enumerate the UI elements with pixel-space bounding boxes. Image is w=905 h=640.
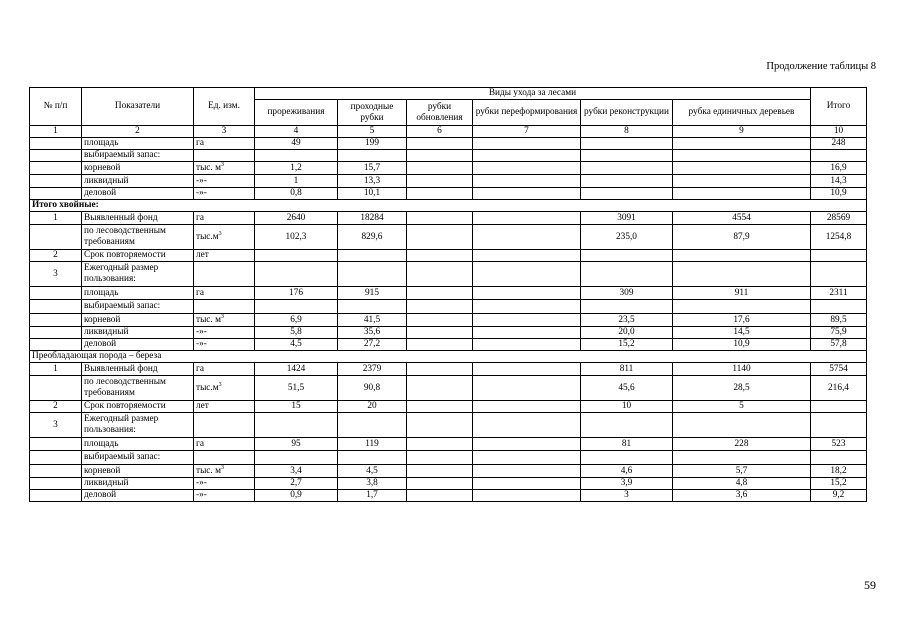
table-row [30,314,867,327]
row-number-cell: 3 [30,262,82,287]
header-num: № п/п [30,88,82,126]
value-cell: 0,8 [255,188,338,200]
value-cell: 51,5 [255,376,338,401]
value-cell [473,327,581,339]
value-cell: 5,8 [255,327,338,339]
value-cell [473,490,581,502]
value-cell [581,175,673,188]
table-row [30,162,867,175]
value-cell [338,250,407,262]
unit-cell: -»- [194,188,255,200]
value-cell: 911 [673,287,811,300]
value-cell [581,188,673,200]
value-cell: 119 [338,438,407,451]
value-cell [811,150,867,162]
value-cell [673,262,811,287]
value-cell: 15,7 [338,162,407,175]
value-cell [255,262,338,287]
table-row [30,300,867,314]
row-number-cell [30,314,82,327]
value-cell: 1 [255,175,338,188]
value-cell [255,300,338,314]
row-number-cell [30,339,82,351]
value-cell [811,451,867,465]
value-cell [581,262,673,287]
value-cell [255,451,338,465]
value-cell [473,162,581,175]
value-cell: 10,1 [338,188,407,200]
value-cell: 18,2 [811,465,867,478]
indicator-cell: выбираемый запас: [82,300,194,314]
unit-cell: -»- [194,478,255,490]
page-number: 59 [864,578,876,592]
table-row [30,138,867,150]
value-cell [407,339,473,351]
value-cell [473,225,581,250]
value-cell: 9,2 [811,490,867,502]
row-number-cell: 2 [30,401,82,413]
value-cell: 2640 [255,212,338,225]
value-cell: 28569 [811,212,867,225]
value-cell [473,262,581,287]
value-cell [407,225,473,250]
value-cell: 5 [673,401,811,413]
row-number-cell [30,465,82,478]
table-row [30,175,867,188]
unit-cell: тыс. $м^3$ [194,162,255,175]
value-cell [407,363,473,376]
value-cell [473,363,581,376]
value-cell [581,413,673,438]
row-number-cell [30,175,82,188]
value-cell [473,314,581,327]
col-number: 1 [30,126,82,138]
indicator-cell: Срок повторяемости [82,401,194,413]
value-cell [673,138,811,150]
unit-cell: га [194,287,255,300]
value-cell: 4,5 [338,465,407,478]
value-cell: 15,2 [581,339,673,351]
row-number-cell: 1 [30,212,82,225]
value-cell [473,478,581,490]
value-cell: 1,7 [338,490,407,502]
value-cell [811,300,867,314]
table-row [30,363,867,376]
value-cell [473,438,581,451]
table-row [30,250,867,262]
value-cell: 15,2 [811,478,867,490]
value-cell [473,413,581,438]
table-container [29,87,867,502]
unit-cell: га [194,138,255,150]
unit-cell: $тыс.м^3$ [194,376,255,401]
unit-cell: га [194,438,255,451]
unit-cell: $тыс.м^3$ [194,225,255,250]
unit-cell: тыс. $м^3$ [194,314,255,327]
table-row [30,413,867,438]
value-cell [473,339,581,351]
value-cell [673,413,811,438]
value-cell [473,138,581,150]
value-cell [407,490,473,502]
indicator-cell: по лесоводственным требованиям [82,225,194,250]
header-sub-thinning: прореживания [255,100,338,126]
value-cell: 1424 [255,363,338,376]
value-cell: 4,5 [255,339,338,351]
value-cell: 5754 [811,363,867,376]
indicator-cell: выбираемый запас: [82,451,194,465]
unit-cell [194,150,255,162]
value-cell [673,175,811,188]
value-cell: 248 [811,138,867,150]
value-cell: 3 [581,490,673,502]
table-row [30,401,867,413]
row-number-cell: 3 [30,413,82,438]
value-cell [407,138,473,150]
indicator-cell: корневой [82,162,194,175]
value-cell: 6,9 [255,314,338,327]
header-care-types: Виды ухода за лесами [255,88,811,100]
value-cell [673,150,811,162]
value-cell: 0,9 [255,490,338,502]
value-cell [407,465,473,478]
value-cell [473,401,581,413]
value-cell [407,401,473,413]
value-cell: 14,3 [811,175,867,188]
indicator-cell: площадь [82,287,194,300]
table-row [30,188,867,200]
value-cell [407,451,473,465]
value-cell [407,327,473,339]
col-number: 6 [407,126,473,138]
value-cell: 5,7 [673,465,811,478]
table-row [30,262,867,287]
table-row [30,478,867,490]
unit-cell: -»- [194,175,255,188]
value-cell [407,376,473,401]
value-cell: 102,3 [255,225,338,250]
row-number-cell [30,188,82,200]
value-cell [407,250,473,262]
value-cell [407,162,473,175]
value-cell [407,314,473,327]
unit-cell [194,451,255,465]
row-number-cell [30,438,82,451]
row-number-cell [30,138,82,150]
row-number-cell [30,376,82,401]
value-cell [407,438,473,451]
row-number-cell [30,225,82,250]
value-cell: 81 [581,438,673,451]
indicator-cell: Выявленный фонд [82,212,194,225]
unit-cell [194,413,255,438]
value-cell: 35,6 [338,327,407,339]
value-cell: 23,5 [581,314,673,327]
row-number-cell: 2 [30,250,82,262]
table-row [30,225,867,250]
table-row [30,376,867,401]
value-cell [255,250,338,262]
indicator-cell: ликвидный [82,327,194,339]
value-cell: 41,5 [338,314,407,327]
indicator-cell: корневой [82,465,194,478]
value-cell [581,138,673,150]
value-cell [407,478,473,490]
table-row [30,212,867,225]
section-title: Итого хвойные: [30,200,867,212]
row-number-cell [30,490,82,502]
indicator-cell: деловой [82,188,194,200]
value-cell [407,287,473,300]
value-cell: 4,6 [581,465,673,478]
value-cell [338,300,407,314]
table-caption: Продолжение таблицы 8 [766,61,876,72]
value-cell [407,188,473,200]
col-number: 2 [82,126,194,138]
value-cell: 89,5 [811,314,867,327]
value-cell [407,300,473,314]
unit-cell: -»- [194,490,255,502]
indicator-cell: по лесоводственным требованиям [82,376,194,401]
table-row [30,490,867,502]
value-cell [473,465,581,478]
value-cell [581,250,673,262]
table-row [30,451,867,465]
unit-cell: -»- [194,339,255,351]
value-cell [811,262,867,287]
table-row [30,339,867,351]
row-number-cell: 1 [30,363,82,376]
value-cell [473,376,581,401]
value-cell: 228 [673,438,811,451]
value-cell: 915 [338,287,407,300]
indicator-cell: площадь [82,438,194,451]
value-cell: 28,5 [673,376,811,401]
indicator-cell: деловой [82,490,194,502]
indicator-cell: деловой [82,339,194,351]
value-cell: 75,9 [811,327,867,339]
value-cell [473,212,581,225]
row-number-cell [30,327,82,339]
value-cell: 13,3 [338,175,407,188]
column-numbers-row [30,126,867,138]
value-cell [473,188,581,200]
value-cell: 3,6 [673,490,811,502]
unit-cell: тыс. $м^3$ [194,465,255,478]
unit-cell [194,300,255,314]
indicator-cell: ликвидный [82,478,194,490]
col-number: 8 [581,126,673,138]
section-row [30,200,867,212]
value-cell [338,262,407,287]
value-cell: 523 [811,438,867,451]
value-cell: 57,8 [811,339,867,351]
header-indicators: Показатели [82,88,194,126]
value-cell: 87,9 [673,225,811,250]
value-cell: 16,9 [811,162,867,175]
value-cell [673,451,811,465]
value-cell: 2,7 [255,478,338,490]
value-cell: 829,6 [338,225,407,250]
value-cell [673,250,811,262]
value-cell: 14,5 [673,327,811,339]
value-cell [581,300,673,314]
row-number-cell [30,478,82,490]
unit-cell: лет [194,401,255,413]
value-cell: 20 [338,401,407,413]
section-row [30,351,867,363]
indicator-cell: выбираемый запас: [82,150,194,162]
value-cell: 216,4 [811,376,867,401]
value-cell: 1140 [673,363,811,376]
header-total: Итого [811,88,867,126]
value-cell: 18284 [338,212,407,225]
row-number-cell [30,451,82,465]
value-cell: 3091 [581,212,673,225]
value-cell [473,175,581,188]
value-cell: 10 [581,401,673,413]
value-cell: 4554 [673,212,811,225]
indicator-cell: Ежегодный размер пользования: [82,413,194,438]
value-cell [407,413,473,438]
value-cell: 3,9 [581,478,673,490]
table-row [30,327,867,339]
table-row [30,465,867,478]
table-body [30,138,867,502]
header-sub-passing: проходные рубки [338,100,407,126]
value-cell: 49 [255,138,338,150]
indicator-cell: ликвидный [82,175,194,188]
value-cell [811,401,867,413]
table-row [30,287,867,300]
value-cell: 17,6 [673,314,811,327]
value-cell [407,262,473,287]
row-number-cell [30,287,82,300]
value-cell: 27,2 [338,339,407,351]
value-cell [338,150,407,162]
value-cell [673,300,811,314]
value-cell: 2379 [338,363,407,376]
indicator-cell: Выявленный фонд [82,363,194,376]
value-cell [338,451,407,465]
value-cell: 90,8 [338,376,407,401]
value-cell: 1254,8 [811,225,867,250]
value-cell [581,150,673,162]
value-cell: 10,9 [673,339,811,351]
value-cell: 95 [255,438,338,451]
value-cell [407,175,473,188]
header-sub-reformation: рубки переформирования [473,100,581,126]
section-title: Преобладающая порода – береза [30,351,867,363]
indicator-cell: Срок повторяемости [82,250,194,262]
unit-cell [194,262,255,287]
unit-cell: -»- [194,327,255,339]
value-cell: 20,0 [581,327,673,339]
value-cell: 811 [581,363,673,376]
value-cell: 1,2 [255,162,338,175]
value-cell: 4,8 [673,478,811,490]
unit-cell: лет [194,250,255,262]
value-cell [407,212,473,225]
value-cell: 199 [338,138,407,150]
header-unit: Ед. изм. [194,88,255,126]
value-cell: 176 [255,287,338,300]
value-cell [407,150,473,162]
value-cell [473,250,581,262]
row-number-cell [30,150,82,162]
value-cell: 10,9 [811,188,867,200]
table-row [30,438,867,451]
unit-cell: га [194,363,255,376]
value-cell [255,150,338,162]
value-cell: 3,8 [338,478,407,490]
value-cell: 235,0 [581,225,673,250]
row-number-cell [30,300,82,314]
col-number: 3 [194,126,255,138]
col-number: 5 [338,126,407,138]
value-cell [338,413,407,438]
indicator-cell: корневой [82,314,194,327]
header-sub-renewal: рубки обновления [407,100,473,126]
value-cell: 15 [255,401,338,413]
value-cell [255,413,338,438]
value-cell [581,451,673,465]
header-sub-reconstruction: рубки реконструкции [581,100,673,126]
col-number: 9 [673,126,811,138]
indicator-cell: площадь [82,138,194,150]
value-cell: 309 [581,287,673,300]
value-cell [673,188,811,200]
col-number: 7 [473,126,581,138]
unit-cell: га [194,212,255,225]
value-cell [473,150,581,162]
value-cell [473,300,581,314]
value-cell: 3,4 [255,465,338,478]
header-sub-single-tree: рубка единичных деревьев [673,100,811,126]
table-row [30,150,867,162]
value-cell [473,451,581,465]
row-number-cell [30,162,82,175]
value-cell [811,250,867,262]
value-cell: 2311 [811,287,867,300]
value-cell [811,413,867,438]
col-number: 4 [255,126,338,138]
indicator-cell: Ежегодный размер пользования: [82,262,194,287]
value-cell [581,162,673,175]
value-cell [673,162,811,175]
value-cell: 45,6 [581,376,673,401]
forest-care-table [29,87,867,502]
value-cell [473,287,581,300]
col-number: 10 [811,126,867,138]
